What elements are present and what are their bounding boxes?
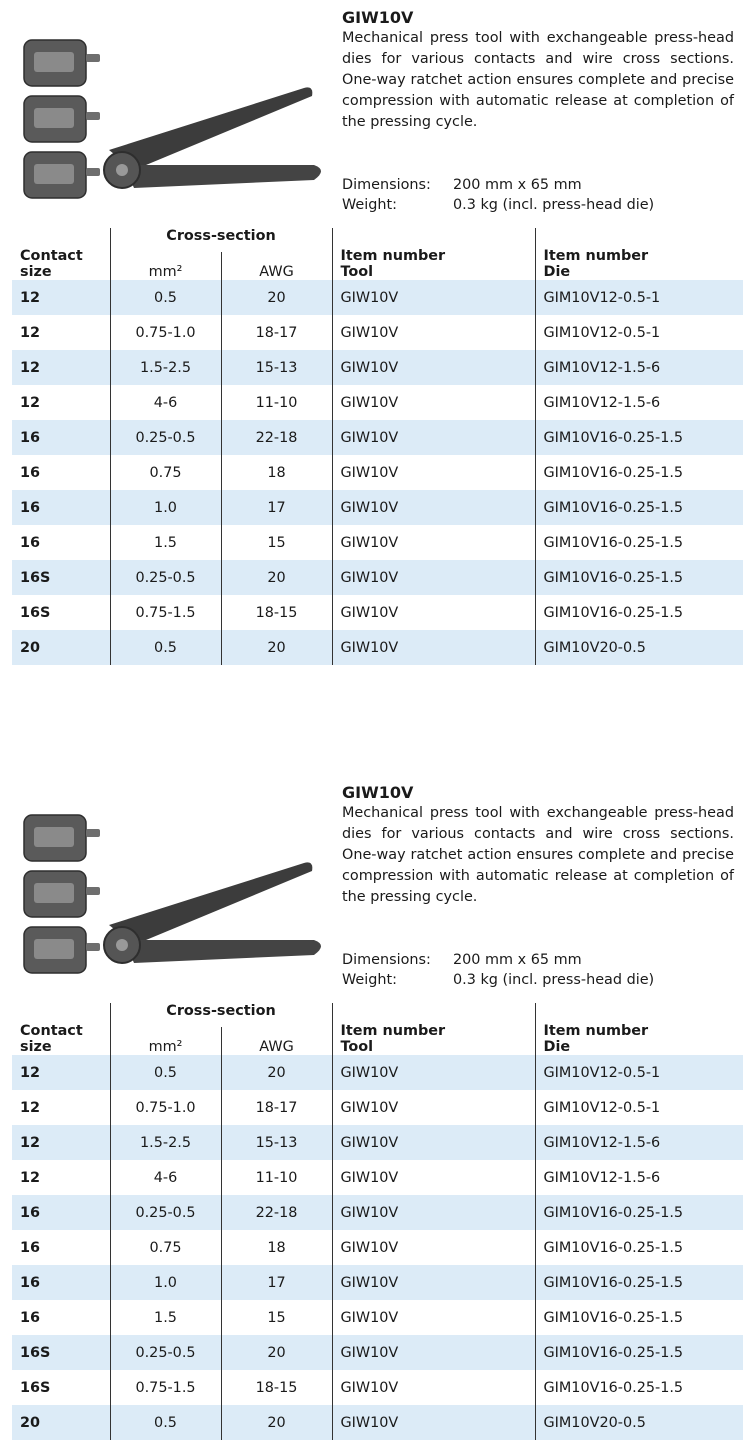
cell-awg: 17 [221,490,332,525]
cell-mm2: 0.75-1.0 [110,315,221,350]
cell-awg: 22-18 [221,1195,332,1230]
specs [342,950,654,990]
header-item-die: Item number Die [543,1023,649,1055]
header-cross-section: Cross-section [110,228,332,252]
cell-contact-size: 16 [12,1195,110,1230]
product-title: GIW10V [342,8,414,27]
cell-item-die: GIM10V12-0.5-1 [543,324,661,341]
cell-awg: 15-13 [221,1125,332,1160]
table-row [12,1230,743,1265]
cell-contact-size: 12 [12,1125,110,1160]
press-tool-image [14,805,334,985]
cell-item-die: GIM10V16-0.25-1.5 [543,1239,684,1256]
table-row [12,420,743,455]
cell-mm2: 0.5 [110,1405,221,1440]
table-row [12,630,743,665]
cell-item-tool: GIW10V [332,595,535,630]
cell-contact-size: 16S [12,1370,110,1405]
cell-item-die: GIM10V12-0.5-1 [535,280,743,315]
cell-contact-size: 16 [12,525,110,560]
cell-awg: 17 [221,1265,332,1300]
cell-item-tool: GIW10V [332,1125,535,1160]
cell-contact-size: 12 [12,315,110,350]
cell-awg: 15 [221,525,332,560]
cell-mm2: 1.0 [110,490,221,525]
cell-item-die: GIM10V16-0.25-1.5 [543,1309,684,1326]
cell-item-tool: GIW10V [332,420,535,455]
header-mm2: mm² [110,1027,221,1055]
dimensions-value: 200 mm x 65 mm [453,177,582,193]
table-row [12,1055,743,1090]
cell-mm2: 0.25-0.5 [110,560,221,595]
cell-item-tool: GIW10V [332,1265,535,1300]
cell-mm2: 0.75 [110,455,221,490]
cell-item-die: GIM10V16-0.25-1.5 [535,560,743,595]
cell-contact-size: 12 [12,1055,110,1090]
cell-awg: 18 [221,455,332,490]
cell-mm2: 0.25-0.5 [110,1335,221,1370]
cell-item-die: GIM10V12-1.5-6 [543,1169,661,1186]
dimensions-label: Dimensions: [342,177,431,193]
cell-item-die: GIM10V16-0.25-1.5 [535,490,743,525]
cell-contact-size: 16S [12,560,110,595]
table-row [12,525,743,560]
cell-contact-size: 16S [12,1335,110,1370]
table-row [12,1335,743,1370]
cell-item-die: GIM10V16-0.25-1.5 [535,1265,743,1300]
cell-awg: 18-15 [221,595,332,630]
cell-mm2: 4-6 [110,385,221,420]
dimensions-value: 200 mm x 65 mm [453,952,582,968]
cell-awg: 20 [221,280,332,315]
table-body [12,280,743,665]
header-item-tool: Item number Tool [332,228,535,280]
cell-awg: 20 [221,1405,332,1440]
cell-item-tool: GIW10V [332,560,535,595]
cell-contact-size: 12 [12,1090,110,1125]
cell-contact-size: 12 [12,385,110,420]
cell-awg: 15 [221,1300,332,1335]
weight-label: Weight: [342,972,397,988]
cell-contact-size: 12 [12,350,110,385]
cell-mm2: 0.75 [110,1230,221,1265]
cell-item-die: GIM10V16-0.25-1.5 [543,464,684,481]
cell-awg: 11-10 [221,1160,332,1195]
cell-item-die: GIM10V20-0.5 [535,630,743,665]
cell-item-tool: GIW10V [332,1195,535,1230]
cell-item-die: GIM10V12-1.5-6 [535,1125,743,1160]
cell-awg: 18 [221,1230,332,1265]
cell-contact-size: 16S [12,595,110,630]
cell-contact-size: 12 [12,1160,110,1195]
cell-contact-size: 16 [12,420,110,455]
cell-item-tool: GIW10V [332,630,535,665]
table-row [12,350,743,385]
cell-item-die: GIM10V16-0.25-1.5 [535,420,743,455]
cell-awg: 11-10 [221,385,332,420]
cell-mm2: 0.25-0.5 [110,420,221,455]
cell-item-die: GIM10V20-0.5 [535,1405,743,1440]
cell-contact-size: 16 [12,1300,110,1335]
cell-contact-size: 20 [12,1405,110,1440]
specs [342,175,654,215]
cell-item-tool: GIW10V [332,350,535,385]
table-row [12,1405,743,1440]
cell-mm2: 1.5 [110,525,221,560]
press-tool-image [14,30,334,210]
cell-item-tool: GIW10V [332,1300,535,1335]
cell-mm2: 0.75-1.5 [110,595,221,630]
table-row [12,595,743,630]
table-row [12,455,743,490]
cell-mm2: 1.5 [110,1300,221,1335]
cell-item-die: GIM10V12-0.5-1 [543,1099,661,1116]
cell-awg: 18-15 [221,1370,332,1405]
table-row [12,315,743,350]
product-description: Mechanical press tool with exchangeable press-head dies for various contacts and wire cross sections. One-way ratchet action ensures complete and precise compression with automatic release at completion of the pressing cycle. [342,30,734,130]
table-row [12,1125,743,1160]
cell-item-tool: GIW10V [332,385,535,420]
spec-table [12,228,743,665]
cell-contact-size: 16 [12,1230,110,1265]
cell-item-die: GIM10V16-0.25-1.5 [543,604,684,621]
table-row [12,1195,743,1230]
cell-awg: 20 [221,1335,332,1370]
cell-mm2: 1.5-2.5 [110,350,221,385]
cell-item-die: GIM10V16-0.25-1.5 [543,1379,684,1396]
cell-item-tool: GIW10V [332,1090,535,1125]
table-row [12,490,743,525]
cell-item-die: GIM10V12-0.5-1 [535,1055,743,1090]
header-item-tool: Item number Tool [332,1003,535,1055]
weight-label: Weight: [342,197,397,213]
cell-contact-size: 16 [12,455,110,490]
cell-item-tool: GIW10V [332,1160,535,1195]
cell-mm2: 0.5 [110,1055,221,1090]
cell-mm2: 0.75-1.5 [110,1370,221,1405]
header-awg: AWG [221,1027,332,1055]
cell-item-tool: GIW10V [332,525,535,560]
cell-awg: 18-17 [221,315,332,350]
cell-item-tool: GIW10V [332,1335,535,1370]
header-contact-size: Contact size [12,1003,110,1055]
header-item-die: Item number Die [543,248,649,280]
cell-contact-size: 20 [12,630,110,665]
cell-contact-size: 16 [12,1265,110,1300]
cell-mm2: 0.5 [110,630,221,665]
cell-mm2: 0.25-0.5 [110,1195,221,1230]
cell-awg: 15-13 [221,350,332,385]
header-contact-size: Contact size [12,228,110,280]
cell-mm2: 0.75-1.0 [110,1090,221,1125]
cell-mm2: 1.0 [110,1265,221,1300]
product-title: GIW10V [342,783,414,802]
cell-item-die: GIM10V12-1.5-6 [535,350,743,385]
spec-table [12,1003,743,1440]
cell-awg: 20 [221,630,332,665]
cell-awg: 22-18 [221,420,332,455]
header-cross-section: Cross-section [110,1003,332,1027]
cell-contact-size: 16 [12,490,110,525]
table-row [12,1090,743,1125]
cell-item-tool: GIW10V [332,1055,535,1090]
header-mm2: mm² [110,252,221,280]
cell-item-tool: GIW10V [332,315,535,350]
table-row [12,1300,743,1335]
table-row [12,1265,743,1300]
table-row [12,280,743,315]
header-awg: AWG [221,252,332,280]
cell-item-tool: GIW10V [332,1230,535,1265]
cell-awg: 20 [221,560,332,595]
cell-item-die: GIM10V16-0.25-1.5 [543,534,684,551]
cell-item-die: GIM10V16-0.25-1.5 [535,1335,743,1370]
cell-contact-size: 12 [12,280,110,315]
weight-value: 0.3 kg (incl. press-head die) [453,972,655,988]
cell-mm2: 4-6 [110,1160,221,1195]
cell-awg: 18-17 [221,1090,332,1125]
cell-mm2: 1.5-2.5 [110,1125,221,1160]
table-row [12,385,743,420]
weight-value: 0.3 kg (incl. press-head die) [453,197,655,213]
cell-item-tool: GIW10V [332,280,535,315]
cell-item-die: GIM10V12-1.5-6 [543,394,661,411]
cell-awg: 20 [221,1055,332,1090]
cell-item-die: GIM10V16-0.25-1.5 [535,1195,743,1230]
cell-item-tool: GIW10V [332,455,535,490]
table-row [12,560,743,595]
table-body [12,1055,743,1440]
table-row [12,1160,743,1195]
cell-item-tool: GIW10V [332,1370,535,1405]
dimensions-label: Dimensions: [342,952,431,968]
cell-item-tool: GIW10V [332,1405,535,1440]
cell-item-tool: GIW10V [332,490,535,525]
product-description: Mechanical press tool with exchangeable press-head dies for various contacts and wire cross sections. One-way ratchet action ensures complete and precise compression with automatic release at completion of the pressing cycle. [342,805,734,905]
cell-mm2: 0.5 [110,280,221,315]
table-row [12,1370,743,1405]
